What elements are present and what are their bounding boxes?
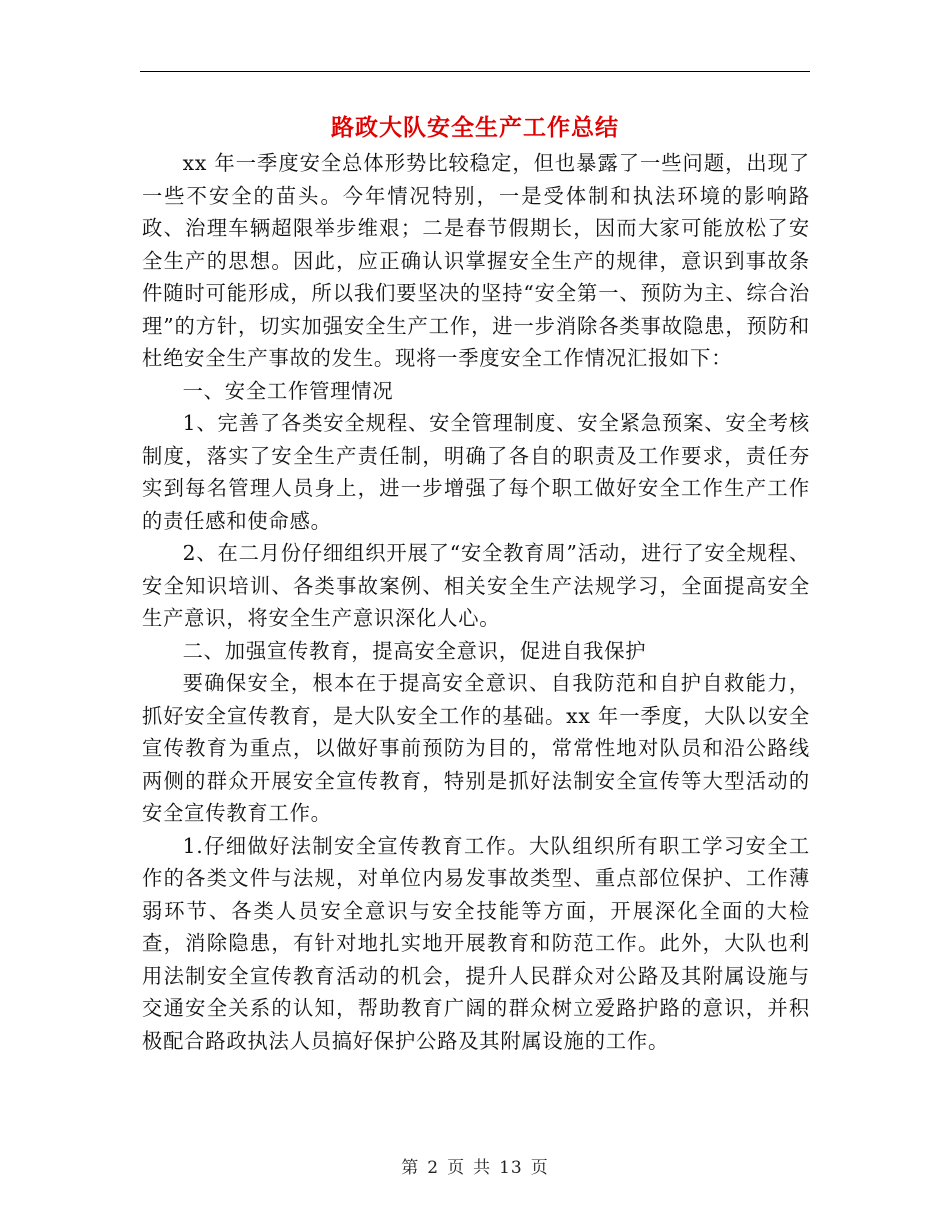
footer-prefix: 第 [401, 1158, 420, 1178]
document-body [142, 147, 810, 1057]
paragraph-item-2-1: 1.仔细做好法制安全宣传教育工作。大队组织所有职工学习安全工作的各类文件与法规，对单位内易发事故类型、重点部位保护、工作薄弱环节、各类人员安全意识与安全技能等方面，开展深化全面的大检查，消除隐患，有针对地扎实地开展教育和防范工作。此外，大队也利用法制安全宣传教育活动的机会，提升人民群众对公路及其附属设施与交通安全关系的认知，帮助教育广阔的群众树立爱路护路的意识，并积极配合路政执法人员搞好保护公路及其附属设施的工作。 [142, 833, 810, 1053]
footer-total-word: 共 [473, 1158, 492, 1178]
footer-page-word: 页 [447, 1158, 466, 1178]
footer-suffix: 页 [530, 1158, 549, 1178]
paragraph-item-2: 2、在二月份仔细组织开展了“安全教育周”活动，进行了安全规程、安全知识培训、各类事故案例、相关安全生产法规学习，全面提高安全生产意识，将安全生产意识深化人心。 [142, 541, 810, 630]
header-rule [140, 71, 810, 72]
paragraph-intro: xx 年一季度安全总体形势比较稳定，但也暴露了一些问题，出现了一些不安全的苗头。今年情况特别，一是受体制和执法环境的影响路政、治理车辆超限举步维艰；二是春节假期长，因而大家可能放松了安全生产的思想。因此，应正确认识掌握安全生产的规律，意识到事故条件随时可能形成，所以我们要坚决的坚持“安全第一、预防为主、综合治理”的方针，切实加强安全生产工作，进一步消除各类事故隐患，预防和杜绝安全生产事故的发生。现将一季度安全工作情况汇报如下： [142, 151, 810, 370]
document-title: 路政大队安全生产工作总结 [331, 114, 619, 141]
footer-current-page: 2 [427, 1158, 440, 1178]
paragraph-section-2: 要确保安全，根本在于提高安全意识、自我防范和自护自救能力，抓好安全宣传教育，是大队安全工作的基础。xx 年一季度，大队以安全宣传教育为重点，以做好事前预防为目的，常常性地对队员和沿公路线两侧的群众开展安全宣传教育，特别是抓好法制安全宣传等大型活动的安全宣传教育工作。 [142, 671, 810, 825]
section-heading-1: 一、安全工作管理情况 [182, 378, 394, 403]
paragraph-item-1: 1、完善了各类安全规程、安全管理制度、安全紧急预案、安全考核制度，落实了安全生产责任制，明确了各自的职责及工作要求，责任夯实到每名管理人员身上，进一步增强了每个职工做好安全工作生产工作的责任感和使命感。 [142, 411, 810, 533]
page-footer [0, 1153, 950, 1178]
footer-total-pages: 13 [499, 1158, 523, 1178]
section-heading-2: 二、加强宣传教育，提高安全意识，促进自我保护 [182, 638, 647, 663]
